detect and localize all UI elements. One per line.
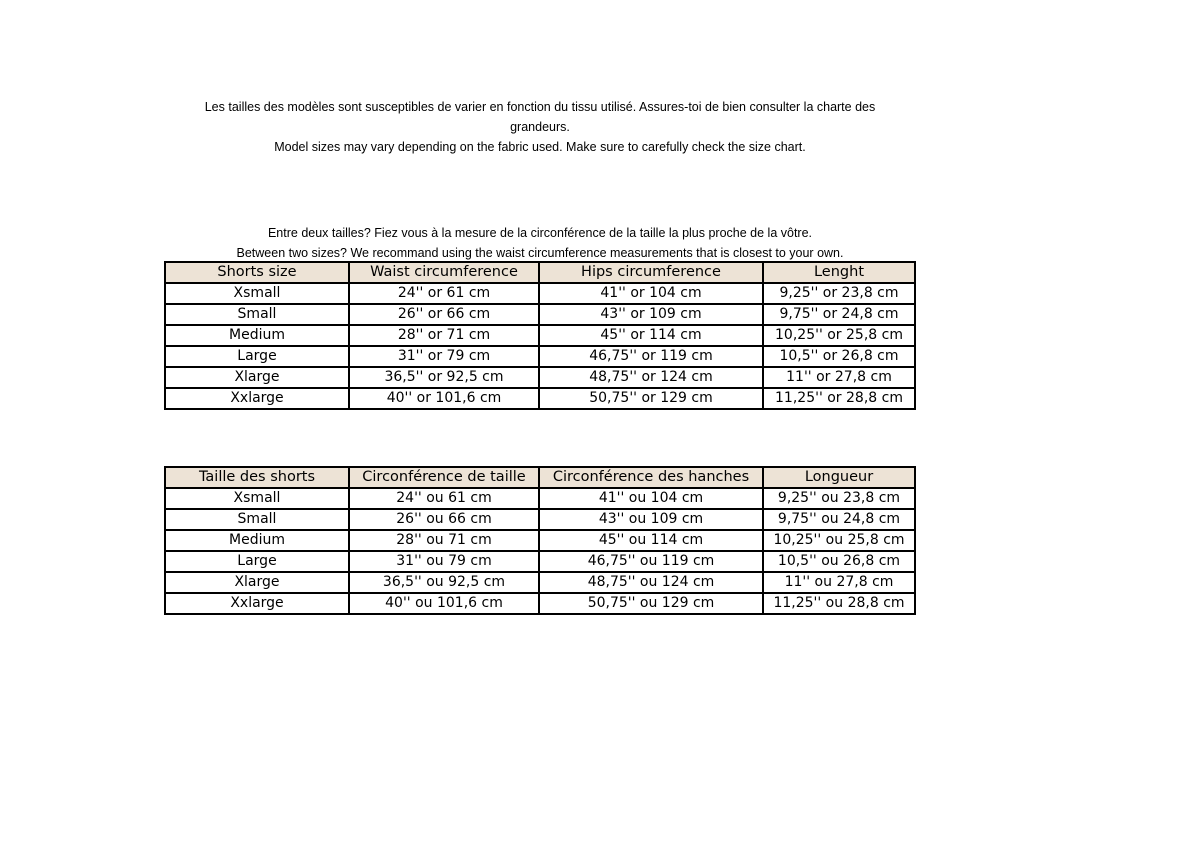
size-cell: Small [165, 509, 349, 530]
hips-cell: 48,75'' or 124 cm [539, 367, 763, 388]
waist-cell: 24'' ou 61 cm [349, 488, 539, 509]
header-hips: Hips circumference [539, 262, 763, 283]
hips-cell: 46,75'' ou 119 cm [539, 551, 763, 572]
size-cell: Medium [165, 325, 349, 346]
length-cell: 9,25'' ou 23,8 cm [763, 488, 915, 509]
size-cell: Large [165, 551, 349, 572]
size-cell: Xsmall [165, 283, 349, 304]
advice-french-text: Entre deux tailles? Fiez vous à la mesure de la circonférence de la taille la plus proche de la vôtre. [267, 226, 813, 240]
waist-cell: 31'' ou 79 cm [349, 551, 539, 572]
header-length: Lenght [763, 262, 915, 283]
length-cell: 10,5'' or 26,8 cm [763, 346, 915, 367]
header-taille-shorts: Taille des shorts [165, 467, 349, 488]
waist-cell: 24'' or 61 cm [349, 283, 539, 304]
size-cell: Xxlarge [165, 388, 349, 409]
header-circonference-taille: Circonférence de taille [349, 467, 539, 488]
table-row [165, 283, 915, 304]
hips-cell: 41'' or 104 cm [539, 283, 763, 304]
waist-cell: 28'' or 71 cm [349, 325, 539, 346]
table-header-row [165, 467, 915, 488]
waist-cell: 26'' or 66 cm [349, 304, 539, 325]
header-circonference-hanches: Circonférence des hanches [539, 467, 763, 488]
size-cell: Large [165, 346, 349, 367]
header-waist: Waist circumference [349, 262, 539, 283]
table-header-row [165, 262, 915, 283]
hips-cell: 48,75'' ou 124 cm [539, 572, 763, 593]
length-cell: 11'' or 27,8 cm [763, 367, 915, 388]
size-cell: Small [165, 304, 349, 325]
hips-cell: 43'' ou 109 cm [539, 509, 763, 530]
length-cell: 11'' ou 27,8 cm [763, 572, 915, 593]
size-cell: Xlarge [165, 572, 349, 593]
size-cell: Xlarge [165, 367, 349, 388]
length-cell: 10,25'' or 25,8 cm [763, 325, 915, 346]
size-chart-french [164, 466, 916, 615]
length-cell: 10,5'' ou 26,8 cm [763, 551, 915, 572]
hips-cell: 43'' or 109 cm [539, 304, 763, 325]
length-cell: 11,25'' or 28,8 cm [763, 388, 915, 409]
waist-cell: 31'' or 79 cm [349, 346, 539, 367]
length-cell: 9,75'' or 24,8 cm [763, 304, 915, 325]
table-row [165, 509, 915, 530]
hips-cell: 50,75'' or 129 cm [539, 388, 763, 409]
table-row [165, 572, 915, 593]
hips-cell: 41'' ou 104 cm [539, 488, 763, 509]
waist-cell: 36,5'' or 92,5 cm [349, 367, 539, 388]
length-cell: 9,75'' ou 24,8 cm [763, 509, 915, 530]
length-cell: 10,25'' ou 25,8 cm [763, 530, 915, 551]
size-advice [190, 223, 890, 263]
table-row [165, 304, 915, 325]
waist-cell: 40'' or 101,6 cm [349, 388, 539, 409]
header-shorts-size: Shorts size [165, 262, 349, 283]
size-cell: Xxlarge [165, 593, 349, 614]
waist-cell: 40'' ou 101,6 cm [349, 593, 539, 614]
table-row [165, 488, 915, 509]
waist-cell: 28'' ou 71 cm [349, 530, 539, 551]
table-row [165, 325, 915, 346]
hips-cell: 45'' or 114 cm [539, 325, 763, 346]
table-row [165, 593, 915, 614]
table-row [165, 551, 915, 572]
length-cell: 11,25'' ou 28,8 cm [763, 593, 915, 614]
hips-cell: 50,75'' ou 129 cm [539, 593, 763, 614]
intro-french-text: Les tailles des modèles sont susceptibles de varier en fonction du tissu utilisé. Assures-toi de bien consulter la charte des grandeurs. [204, 100, 876, 134]
intro-english-text: Model sizes may vary depending on the fabric used. Make sure to carefully check the size chart. [274, 140, 806, 154]
header-longueur: Longueur [763, 467, 915, 488]
waist-cell: 26'' ou 66 cm [349, 509, 539, 530]
table-row [165, 388, 915, 409]
hips-cell: 45'' ou 114 cm [539, 530, 763, 551]
advice-english-text: Between two sizes? We recommand using the waist circumference measurements that is closest to your own. [236, 246, 844, 260]
length-cell: 9,25'' or 23,8 cm [763, 283, 915, 304]
size-cell: Xsmall [165, 488, 349, 509]
hips-cell: 46,75'' or 119 cm [539, 346, 763, 367]
waist-cell: 36,5'' ou 92,5 cm [349, 572, 539, 593]
table-row [165, 367, 915, 388]
table-row [165, 530, 915, 551]
size-chart-english [164, 261, 916, 410]
size-cell: Medium [165, 530, 349, 551]
intro-note [190, 97, 890, 157]
table-row [165, 346, 915, 367]
